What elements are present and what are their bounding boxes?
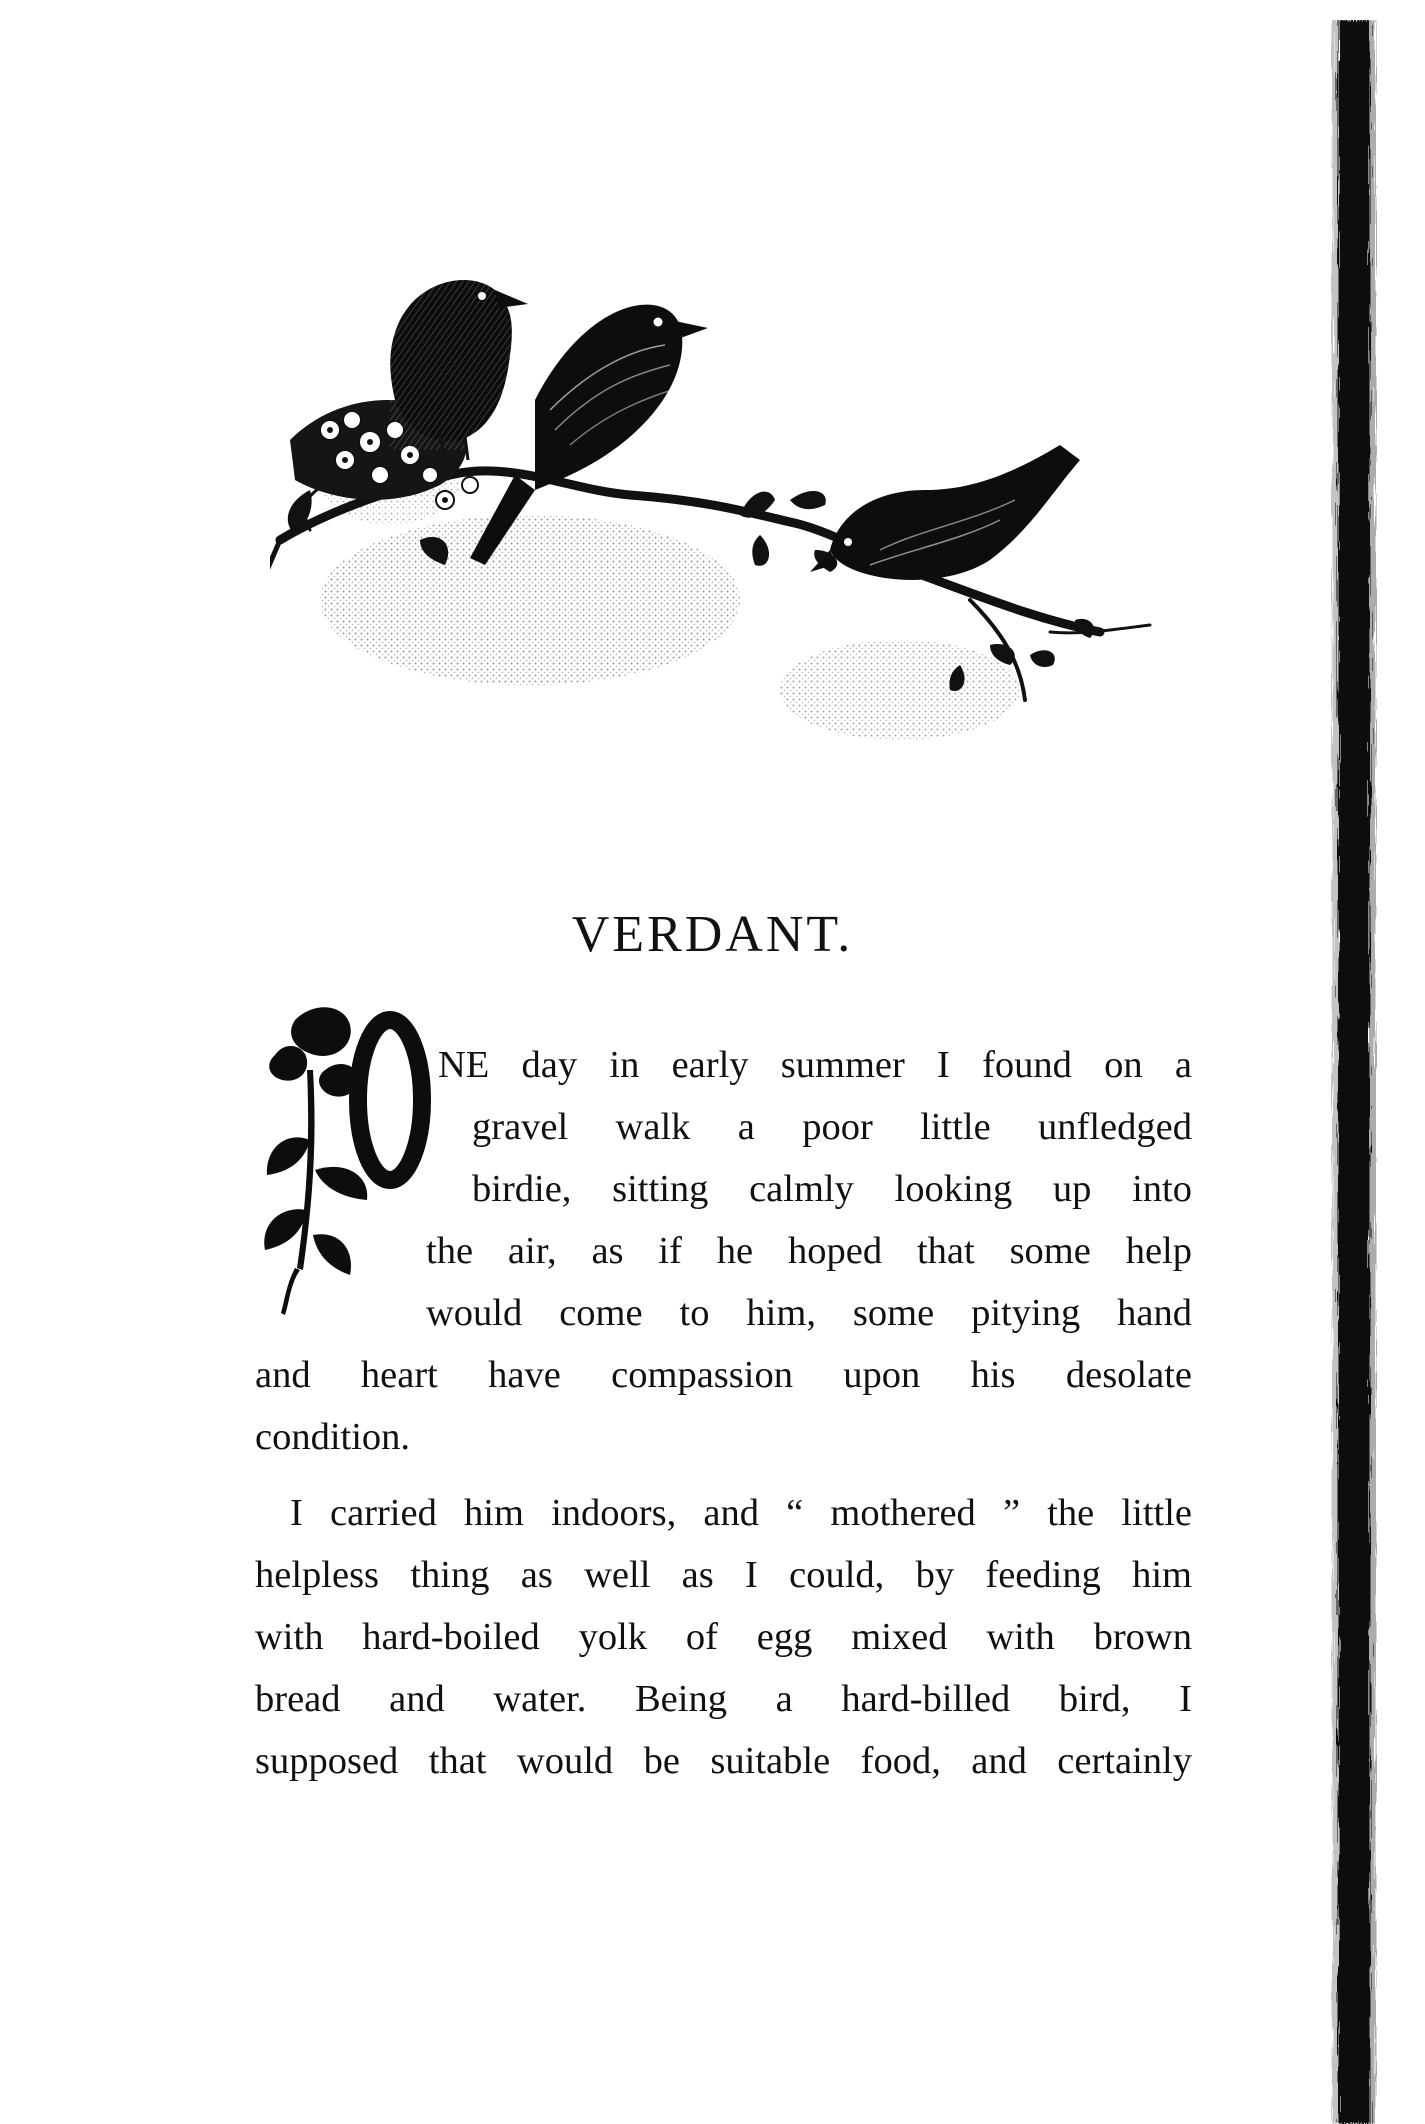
text-line: would come to him, some pitying hand xyxy=(426,1292,1192,1334)
text-line: condition. xyxy=(255,1416,411,1458)
text-line: and heart have compassion upon his desolate xyxy=(255,1354,1192,1396)
drop-cap-initial xyxy=(255,1000,445,1320)
text-line: helpless thing as well as I could, by feeding him xyxy=(255,1554,1192,1596)
binding-edge xyxy=(1330,20,1390,2124)
text-line: NE day in early summer I found on a xyxy=(438,1044,1192,1086)
bird-right xyxy=(810,445,1080,580)
chapter-title: VERDANT. xyxy=(571,906,854,963)
text-line: bread and water. Being a hard-billed bird, I xyxy=(255,1678,1192,1720)
text-line: I carried him indoors, and “ mothered ” the little xyxy=(290,1492,1192,1534)
text-line: with hard-boiled yolk of egg mixed with brown xyxy=(255,1616,1192,1658)
floral-drop-cap-icon xyxy=(255,1000,445,1320)
bird-left xyxy=(390,280,528,460)
text-line: supposed that would be suitable food, and certainly xyxy=(255,1740,1192,1782)
text-line: the air, as if he hoped that some help xyxy=(426,1230,1192,1272)
text-line: birdie, sitting calmly looking up into xyxy=(472,1168,1192,1210)
birds-on-branch-illustration xyxy=(270,260,1190,760)
text-line: gravel walk a poor little unfledged xyxy=(472,1106,1192,1148)
